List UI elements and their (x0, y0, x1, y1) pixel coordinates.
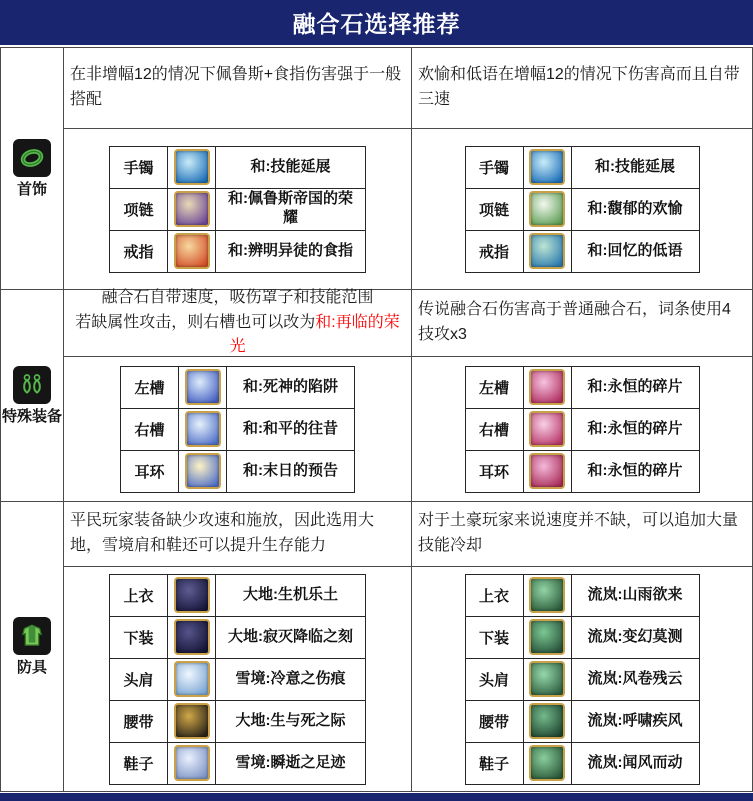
blue-swirl-stone-icon (529, 149, 565, 185)
blue-swirl-stone-icon (174, 149, 210, 185)
description-line (418, 63, 746, 113)
slot-label: 右槽 (121, 408, 179, 450)
section-header-armor (1, 502, 63, 791)
slot-label: 戒指 (465, 230, 523, 272)
effect-label: 流岚:呼啸疾风 (571, 700, 699, 742)
table-row (465, 658, 699, 700)
equipment-table-special-right (412, 357, 752, 501)
table-row (465, 408, 699, 450)
description-line (70, 63, 405, 113)
slot-label: 头肩 (465, 658, 523, 700)
effect-label: 大地:生与死之际 (216, 700, 366, 742)
table-row (465, 146, 699, 188)
table-row (121, 408, 355, 450)
description-accessories-left (64, 48, 411, 128)
bottom-accent-bar (0, 793, 753, 801)
effect-label: 和:永恒的碎片 (571, 408, 699, 450)
slot-label: 项链 (465, 188, 523, 230)
table-row (465, 700, 699, 742)
effect-label: 和:和平的往昔 (227, 408, 355, 450)
item-icon-cell (179, 408, 227, 450)
description-text: 在非增幅12的情况下佩鲁斯+食指伤害强于一般搭配 (70, 66, 402, 108)
blue-crystal-glow-stone-icon (185, 453, 221, 489)
slot-label: 手镯 (465, 146, 523, 188)
item-icon-cell (179, 366, 227, 408)
effect-label: 雪境:冷意之伤痕 (216, 658, 366, 700)
table-row (110, 742, 366, 784)
purple-armor-bottom-icon (174, 619, 210, 655)
slot-label: 手镯 (110, 146, 168, 188)
green-armor-bottom-icon (529, 619, 565, 655)
table-row (465, 366, 699, 408)
pink-crystal-stone-icon (529, 369, 565, 405)
effect-label: 和:技能延展 (571, 146, 699, 188)
effect-label: 大地:寂灭降临之刻 (216, 616, 366, 658)
table-row (110, 700, 366, 742)
equipment-table (109, 146, 366, 273)
item-icon-cell (523, 146, 571, 188)
slot-label: 腰带 (110, 700, 168, 742)
item-icon-cell (523, 616, 571, 658)
item-icon-cell (523, 408, 571, 450)
equipment-table (120, 366, 355, 493)
item-icon-cell (168, 188, 216, 230)
slot-label: 下装 (465, 616, 523, 658)
equipment-table-armor-left (64, 567, 411, 791)
table-row (110, 188, 366, 230)
green-swirl-stone-icon (529, 191, 565, 227)
purple-swirl-stone-icon (174, 191, 210, 227)
item-icon-cell (523, 658, 571, 700)
description-text: 平民玩家装备缺少攻速和施放，因此选用大地，雪境肩和鞋还可以提升生存能力 (70, 512, 375, 554)
slot-label: 左槽 (465, 366, 523, 408)
gold-belt-icon (174, 703, 210, 739)
effect-label: 和:末日的预告 (227, 450, 355, 492)
table-row (465, 742, 699, 784)
guide-table (0, 47, 753, 792)
description-special-right (412, 290, 752, 356)
green-blue-stone-icon (529, 233, 565, 269)
table-row (110, 658, 366, 700)
equipment-table-armor-right (412, 567, 752, 791)
effect-label: 雪境:瞬逝之足迹 (216, 742, 366, 784)
page-title: 融合石选择推荐 (0, 0, 753, 45)
description-accessories-right (412, 48, 752, 128)
description-text: 对于土豪玩家来说速度并不缺，可以追加大量技能冷却 (418, 512, 739, 554)
slot-label: 耳环 (465, 450, 523, 492)
table-row (465, 230, 699, 272)
effect-label: 和:永恒的碎片 (571, 366, 699, 408)
table-row (110, 230, 366, 272)
item-icon-cell (523, 230, 571, 272)
section-label: 首饰 (16, 180, 47, 198)
blue-crystal-stone-icon (185, 411, 221, 447)
description-line (418, 298, 746, 348)
effect-label: 和:回忆的低语 (571, 230, 699, 272)
effect-label: 和:佩鲁斯帝国的荣耀 (216, 188, 366, 230)
table-row (121, 366, 355, 408)
green-armor-top-icon (529, 577, 565, 613)
section-label: 特殊装备 (1, 407, 62, 425)
equipment-table-accessories-left (64, 129, 411, 289)
slot-label: 上衣 (110, 574, 168, 616)
white-shoulder-icon (174, 661, 210, 697)
item-icon-cell (523, 450, 571, 492)
effect-label: 和:馥郁的欢愉 (571, 188, 699, 230)
description-text: 若缺属性攻击，则右槽也可以改为 (75, 313, 316, 331)
description-text: 融合石自带速度，吸伤罩子和技能范围 (101, 288, 374, 306)
effect-label: 流岚:闻风而动 (571, 742, 699, 784)
slot-label: 鞋子 (465, 742, 523, 784)
description-line (70, 509, 405, 559)
description-line (70, 286, 405, 311)
item-icon-cell (523, 188, 571, 230)
description-armor-right (412, 502, 752, 566)
white-boots-icon (174, 745, 210, 781)
earrings-icon (13, 366, 51, 404)
effect-label: 流岚:变幻莫测 (571, 616, 699, 658)
equipment-table-special-left (64, 357, 411, 501)
equipment-table (465, 574, 700, 785)
table-row (110, 616, 366, 658)
slot-label: 下装 (110, 616, 168, 658)
table-row (465, 450, 699, 492)
slot-label: 戒指 (110, 230, 168, 272)
item-icon-cell (523, 742, 571, 784)
equipment-table (109, 574, 366, 785)
pink-crystal-stone-icon (529, 453, 565, 489)
item-icon-cell (168, 700, 216, 742)
item-icon-cell (523, 700, 571, 742)
item-icon-cell (168, 616, 216, 658)
equipment-table (465, 366, 700, 493)
description-special-left (64, 290, 411, 356)
section-header-accessories (1, 48, 63, 289)
effect-label: 流岚:山雨欲来 (571, 574, 699, 616)
pink-crystal-stone-icon (529, 411, 565, 447)
item-icon-cell (523, 574, 571, 616)
equipment-table (465, 146, 700, 273)
slot-label: 项链 (110, 188, 168, 230)
purple-armor-top-icon (174, 577, 210, 613)
slot-label: 右槽 (465, 408, 523, 450)
section-label: 防具 (16, 658, 47, 676)
slot-label: 左槽 (121, 366, 179, 408)
item-icon-cell (179, 450, 227, 492)
item-icon-cell (168, 658, 216, 700)
blue-crystal-stone-icon (185, 369, 221, 405)
armor-icon (13, 617, 51, 655)
effect-label: 和:辨明异徒的食指 (216, 230, 366, 272)
slot-label: 上衣 (465, 574, 523, 616)
description-armor-left (64, 502, 411, 566)
effect-label: 流岚:风卷残云 (571, 658, 699, 700)
description-text: 传说融合石伤害高于普通融合石，词条使用4技攻x3 (418, 301, 731, 343)
green-boots-icon (529, 745, 565, 781)
item-icon-cell (523, 366, 571, 408)
slot-label: 腰带 (465, 700, 523, 742)
table-row (465, 188, 699, 230)
green-shoulder-icon (529, 661, 565, 697)
section-header-special-equipment (1, 290, 63, 501)
slot-label: 鞋子 (110, 742, 168, 784)
table-row (465, 574, 699, 616)
slot-label: 头肩 (110, 658, 168, 700)
table-row (110, 146, 366, 188)
table-row (465, 616, 699, 658)
bracelet-icon (13, 139, 51, 177)
description-text: 欢愉和低语在增幅12的情况下伤害高而且自带三速 (418, 66, 740, 108)
item-icon-cell (168, 742, 216, 784)
effect-label: 和:死神的陷阱 (227, 366, 355, 408)
green-belt-icon (529, 703, 565, 739)
red-flame-stone-icon (174, 233, 210, 269)
item-icon-cell (168, 146, 216, 188)
effect-label: 和:技能延展 (216, 146, 366, 188)
description-line (418, 509, 746, 559)
item-icon-cell (168, 230, 216, 272)
effect-label: 和:永恒的碎片 (571, 450, 699, 492)
table-row (110, 574, 366, 616)
table-row (121, 450, 355, 492)
description-line (70, 311, 405, 361)
equipment-table-accessories-right (412, 129, 752, 289)
item-icon-cell (168, 574, 216, 616)
effect-label: 大地:生机乐土 (216, 574, 366, 616)
description-highlight-red: 和:再临的荣光 (229, 313, 400, 356)
slot-label: 耳环 (121, 450, 179, 492)
